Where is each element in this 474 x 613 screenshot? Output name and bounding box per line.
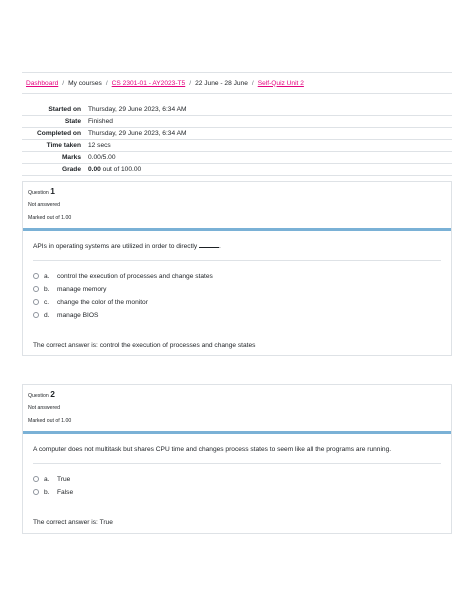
breadcrumb xyxy=(22,72,452,94)
question-status: Not answered xyxy=(28,405,61,412)
question-content xyxy=(23,231,451,349)
breadcrumb-dashboard-link[interactable]: Dashboard xyxy=(26,79,59,87)
answer-option-b[interactable] xyxy=(33,283,441,296)
answer-option-c[interactable] xyxy=(33,296,441,309)
summary-label: Marks xyxy=(61,154,81,161)
answer-options xyxy=(33,464,441,499)
answer-letter: c. xyxy=(44,298,50,306)
summary-label: State xyxy=(64,118,81,125)
summary-row-grade xyxy=(22,164,452,176)
answer-text: manage BIOS xyxy=(57,311,99,319)
breadcrumb-separator: / xyxy=(62,79,65,87)
answer-letter: a. xyxy=(44,475,50,483)
question-info xyxy=(23,182,451,226)
answer-letter: a. xyxy=(44,272,50,280)
breadcrumb-separator: / xyxy=(189,79,192,87)
answer-option-a[interactable] xyxy=(33,473,441,486)
attempt-summary-table xyxy=(22,104,452,176)
breadcrumb-week: 22 June - 28 June xyxy=(195,79,248,87)
breadcrumb-separator: / xyxy=(105,79,108,87)
answer-letter: b. xyxy=(44,285,50,293)
question-status: Not answered xyxy=(28,202,61,209)
radio-button[interactable] xyxy=(33,286,39,292)
summary-row-completed-on xyxy=(22,128,452,140)
summary-value: Thursday, 29 June 2023, 6:34 AM xyxy=(88,106,187,113)
question-number: 2 xyxy=(50,389,55,399)
summary-row-state xyxy=(22,116,452,128)
breadcrumb-course-link[interactable]: CS 2301-01 - AY2023-T5 xyxy=(111,79,186,87)
question-marked-out-of: Marked out of 1.00 xyxy=(28,418,72,425)
question-2 xyxy=(22,384,452,534)
answer-option-b[interactable] xyxy=(33,486,441,499)
question-number: 1 xyxy=(50,186,55,196)
grade-score: 0.00 xyxy=(88,166,101,173)
answer-text: manage memory xyxy=(57,285,107,293)
breadcrumb-my-courses: My courses xyxy=(68,79,102,87)
question-marked-out-of: Marked out of 1.00 xyxy=(28,215,72,222)
radio-button[interactable] xyxy=(33,273,39,279)
radio-button[interactable] xyxy=(33,489,39,495)
question-1 xyxy=(22,181,452,356)
answer-option-d[interactable] xyxy=(33,309,441,322)
answer-text: False xyxy=(57,488,74,496)
radio-button[interactable] xyxy=(33,476,39,482)
answer-letter: b. xyxy=(44,488,50,496)
summary-row-started-on xyxy=(22,104,452,116)
summary-value: Thursday, 29 June 2023, 6:34 AM xyxy=(88,130,187,137)
answer-option-a[interactable] xyxy=(33,270,441,283)
summary-row-marks xyxy=(22,152,452,164)
summary-value: 0.00/5.00 xyxy=(88,154,116,161)
summary-label: Completed on xyxy=(37,130,81,137)
correct-answer-feedback: The correct answer is: True xyxy=(33,518,113,526)
breadcrumb-separator: / xyxy=(251,79,254,87)
radio-button[interactable] xyxy=(33,299,39,305)
question-text: A computer does not multitask but shares CPU time and changes process states to seem like all the programs are running. xyxy=(33,434,441,464)
summary-label: Started on xyxy=(48,106,81,113)
question-text: APIs in operating systems are utilized in order to directly . xyxy=(33,231,441,261)
summary-value xyxy=(88,166,452,173)
breadcrumb-quiz-link[interactable]: Self-Quiz Unit 2 xyxy=(257,79,304,87)
answer-text: control the execution of processes and change states xyxy=(57,272,213,280)
summary-label: Grade xyxy=(61,166,81,173)
summary-row-time-taken xyxy=(22,140,452,152)
answer-letter: d. xyxy=(44,311,50,319)
summary-label: Time taken xyxy=(46,142,81,149)
question-content xyxy=(23,434,451,526)
correct-answer-feedback: The correct answer is: control the execution of processes and change states xyxy=(33,341,256,349)
summary-value: Finished xyxy=(88,118,113,125)
question-info xyxy=(23,385,451,429)
radio-button[interactable] xyxy=(33,312,39,318)
question-prefix: Question xyxy=(28,393,49,399)
answer-text: True xyxy=(57,475,71,483)
answer-options xyxy=(33,261,441,322)
grade-out-of: out of 100.00 xyxy=(100,166,142,173)
question-prefix: Question xyxy=(28,190,49,196)
answer-text: change the color of the monitor xyxy=(57,298,148,306)
answer-blank xyxy=(199,247,219,248)
summary-value: 12 secs xyxy=(88,142,111,149)
